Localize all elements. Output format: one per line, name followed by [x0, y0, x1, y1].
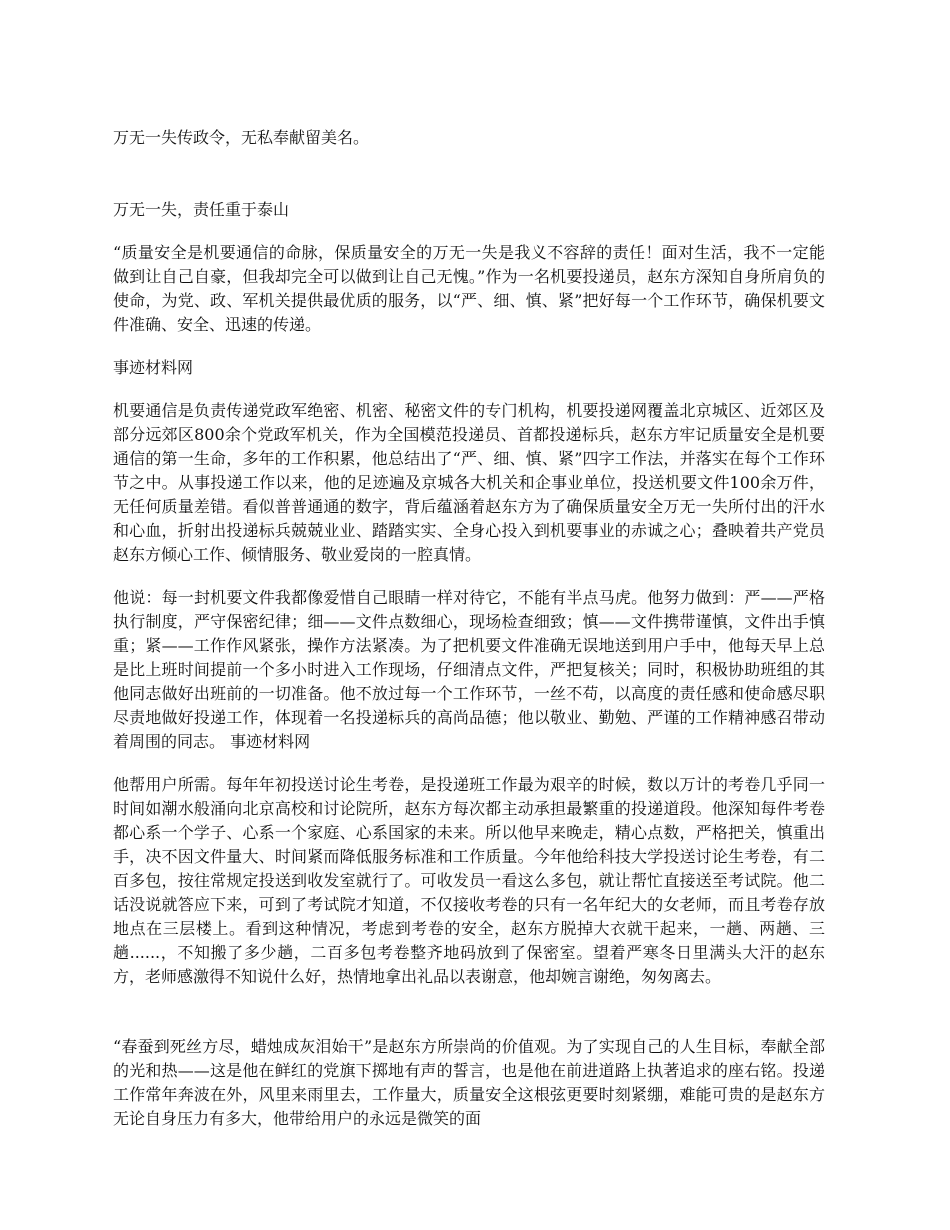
document-page — [113, 126, 825, 1131]
spacer — [113, 150, 825, 198]
spacer — [113, 380, 825, 399]
body-paragraph: 他说：每一封机要文件我都像爱惜自己眼睛一样对待它，不能有半点马虎。他努力做到：严——严格执行制度，严守保密纪律；细——文件点数细心，现场检查细致；慎——文件携带谨慎，文件出手慎重；紧——工作作风紧张，操作方法紧凑。为了把机要文件准确无误地送到用户手中，他每天早上总是比上班时间提前一个多小时进入工作现场，仔细清点文件，严把复核关；同时，积极协助班组的其他同志做好出班前的一切准备。他不放过每一个工作环节，一丝不苟，以高度的责任感和使命感尽职尽责地做好投递工作，体现着一名投递标兵的高尚品德；他以敬业、勤勉、严谨的工作精神感召带动着周围的同志。 事迹材料网 — [113, 588, 825, 751]
section-heading: 万无一失，责任重于泰山 — [113, 200, 290, 219]
body-paragraph: 机要通信是负责传递党政军绝密、机密、秘密文件的专门机构，机要投递网覆盖北京城区、近郊区及部分远郊区800余个党政军机关，作为全国模范投递员、首都投递标兵，赵东方牢记质量安全是机要通信的第一生命，多年的工作积累，他总结出了“严、细、慎、紧”四字工作法，并落实在每个工作环节之中。从事投递工作以来，他的足迹遍及京城各大机关和企事业单位，投送机要文件100余万件，无任何质量差错。看似普普通通的数字，背后蕴涵着赵东方为了确保质量安全万无一失所付出的汗水和心血，折射出投递标兵兢兢业业、踏踏实实、全身心投入到机要事业的赤诚之心；叠映着共产党员赵东方倾心工作、倾情服务、敬业爱岗的一腔真情。 — [113, 401, 825, 564]
spacer — [113, 222, 825, 241]
source-note: 事迹材料网 — [113, 358, 194, 377]
spacer — [113, 337, 825, 356]
body-paragraph: “质量安全是机要通信的命脉，保质量安全的万无一失是我义不容辞的责任！面对生活，我不一定能做到让自己自豪，但我却完全可以做到让自己无愧。”作为一名机要投递员，赵东方深知自身所肩负的使命，为党、政、军机关提供最优质的服务，以“严、细、慎、紧”把好每一个工作环节，确保机要文件准确、安全、迅速的传递。 — [113, 243, 825, 334]
body-paragraph: 他帮用户所需。每年年初投送讨论生考卷，是投递班工作最为艰辛的时候，数以万计的考卷几乎同一时间如潮水般涌向北京高校和讨论院所，赵东方每次都主动承担最繁重的投递道段。他深知每件考卷都心系一个学子、心系一个家庭、心系国家的未来。所以他早来晚走，精心点数，严格把关，慎重出手，决不因文件量大、时间紧而降低服务标准和工作质量。今年他给科技大学投送讨论生考卷，有二百多包，按往常规定投送到收发室就行了。可收发员一看这么多包，就让帮忙直接送至考试院。他二话没说就答应下来，可到了考试院才知道，不仅接收考卷的只有一名年纪大的女老师，而且考卷存放地点在三层楼上。看到这种情况，考虑到考卷的安全，赵东方脱掉大衣就干起来，一趟、两趟、三趟......，不知搬了多少趟，二百多包考卷整齐地码放到了保密室。望着严寒冬日里满头大汗的赵东方，老师感激得不知说什么好，热情地拿出礼品以表谢意，他却婉言谢绝，匆匆离去。 — [113, 775, 825, 986]
opening-line: 万无一失传政令，无私奉献留美名。 — [113, 128, 370, 147]
spacer — [113, 754, 825, 773]
spacer — [113, 989, 825, 1035]
body-paragraph: “春蚕到死丝方尽，蜡烛成灰泪始干”是赵东方所崇尚的价值观。为了实现自己的人生目标，奉献全部的光和热——这是他在鲜红的党旗下掷地有声的誓言，也是他在前进道路上执著追求的座右铭。投递工作常年奔波在外，风里来雨里去，工作量大，质量安全这根弦更要时刻紧绷，难能可贵的是赵东方无论自身压力有多大，他带给用户的永远是微笑的面 — [113, 1037, 825, 1128]
spacer — [113, 567, 825, 586]
